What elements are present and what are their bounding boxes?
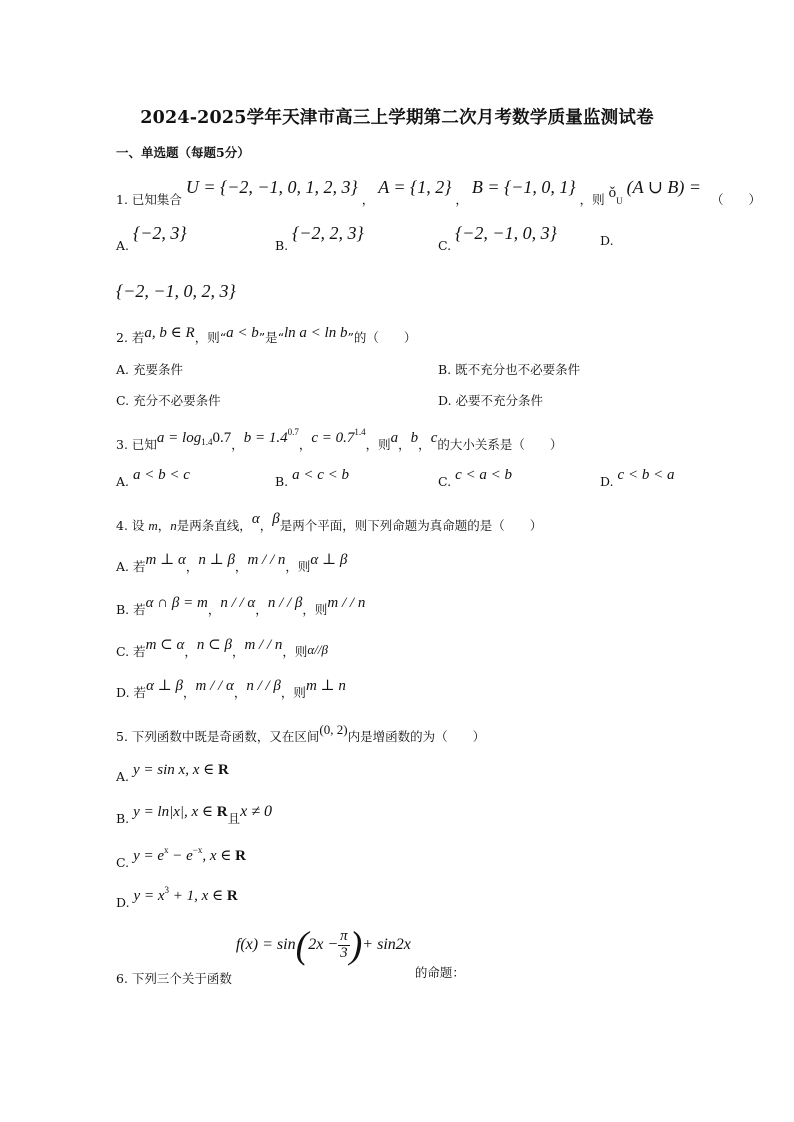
q5-interval: (0, 2)	[319, 722, 348, 737]
option-comma: ，	[280, 685, 294, 700]
q1-option-b	[275, 223, 364, 253]
q3-option-d	[600, 467, 675, 489]
q3-var-c: c	[430, 430, 438, 446]
option-condition-1: m ⊥ α	[145, 552, 186, 568]
option-label: B.	[438, 362, 452, 377]
q3-tail3: ，	[418, 437, 431, 452]
q1-set-a: A = {1, 2}	[378, 177, 452, 197]
q3-b-lhs: b = 1.4	[243, 430, 288, 446]
option-label: D.	[438, 393, 452, 408]
option-comma: ，	[255, 602, 268, 617]
option-comma: ，	[231, 644, 245, 659]
option-text-mid: − e	[168, 848, 193, 864]
option-conclusion: m / / n	[327, 595, 366, 611]
q4-var-m: m	[148, 518, 158, 533]
q4-comma2: ，	[259, 518, 273, 533]
option-pre: 若	[133, 602, 146, 617]
q3-log-base: 1.4	[201, 437, 213, 447]
q1-set-u: U = {−2, −1, 0, 1, 2, 3}	[185, 177, 358, 197]
q1-sep2: ，	[455, 192, 468, 207]
option-set: R	[216, 804, 228, 820]
q2-option-b	[438, 364, 580, 377]
q3-b-exponent: 0.7	[287, 427, 299, 437]
option-pre: 若	[133, 685, 147, 700]
q4-option-d	[116, 678, 346, 700]
option-label: D.	[600, 474, 614, 489]
q2-proposition-p: a < b	[226, 325, 259, 341]
q1-complement-subscript: U	[616, 196, 623, 206]
option-label: C.	[438, 474, 452, 489]
option-comma: ，	[282, 644, 295, 659]
option-text-post: , x ∈	[202, 848, 236, 864]
option-condition-2: n ⊥ β	[198, 552, 235, 568]
q4-option-a	[116, 552, 348, 574]
option-label: A.	[116, 238, 130, 253]
q1-option-c	[438, 223, 557, 253]
q6-right-paren: )	[349, 924, 363, 966]
q3-c-lhs: c = 0.7	[311, 430, 355, 446]
q5-stem-end: 内是增函数的为（ ）	[347, 729, 486, 744]
option-comma: ，	[184, 644, 197, 659]
option-text: y = sin x, x ∈	[133, 762, 218, 778]
option-text: c < a < b	[455, 467, 512, 483]
option-label: D.	[116, 895, 130, 910]
q6-left-paren: (	[295, 924, 309, 966]
q3-option-c	[438, 467, 512, 489]
q2-option-a	[116, 364, 183, 377]
option-then: 则	[294, 644, 308, 659]
option-label: A.	[116, 474, 130, 489]
q1-then: ，则	[579, 192, 605, 207]
option-text: {−2, 3}	[133, 223, 187, 243]
option-text-pre: y = x	[133, 888, 165, 904]
q3-option-b	[275, 467, 350, 489]
q1-option-d-text	[116, 282, 236, 300]
option-text: a < b < c	[133, 467, 190, 483]
q3-var-b: b	[410, 430, 419, 446]
q3-tail4: 的大小关系是（ ）	[437, 437, 563, 452]
q1-set-b: B = {−1, 0, 1}	[471, 177, 576, 197]
option-text	[133, 885, 227, 904]
q4-stem-end: 是两个平面，则下列命题为真命题的是（ ）	[279, 518, 543, 533]
option-condition-3: n / / β	[246, 678, 281, 694]
option-condition-3: m / / n	[244, 637, 283, 653]
option-comma: ，	[234, 559, 248, 574]
option-label: C.	[116, 393, 130, 408]
option-set: R	[235, 848, 246, 864]
question-1-stem	[116, 177, 761, 207]
option-condition-1: α ⊥ β	[146, 678, 184, 694]
option-condition-1: m ⊂ α	[145, 637, 185, 653]
q4-var-n: n	[170, 518, 177, 533]
q6-fraction-denominator: 3	[340, 944, 348, 961]
q4-option-b	[116, 595, 366, 617]
section-heading: 一、单选题（每题5分）	[116, 145, 250, 160]
q3-c-def	[311, 427, 366, 446]
q2-condition: a, b ∈ R	[144, 325, 195, 341]
option-comma: ，	[207, 602, 221, 617]
option-condition-2: m / / α	[195, 678, 234, 694]
q5-stem-pre: 5. 下列函数中既是奇函数，又在区间	[116, 729, 320, 744]
option-then: 则	[314, 602, 328, 617]
option-condition-2: n ⊂ β	[196, 637, 232, 653]
question-2-stem	[116, 325, 417, 345]
option-condition-3: n / / β	[267, 595, 303, 611]
option-exponent: 3	[164, 885, 169, 895]
option-text: y = ln|x|, x ∈	[133, 804, 217, 820]
option-comma: ，	[183, 685, 196, 700]
option-comma: ，	[185, 559, 199, 574]
option-then: 则	[293, 685, 306, 700]
q3-c-exponent: 1.4	[354, 427, 366, 437]
option-set: R	[217, 762, 229, 778]
q3-a-lhs: a = log	[156, 430, 202, 446]
q4-stem-pre: 4. 设	[116, 518, 145, 533]
q3-tail2: ，	[398, 437, 411, 452]
option-text: 充要条件	[133, 362, 184, 377]
q1-complement-symbol: ǒ	[608, 185, 617, 201]
q3-var-a: a	[390, 430, 399, 446]
q5-option-c	[116, 845, 246, 870]
q5-option-d	[116, 885, 238, 910]
option-conclusion: α//β	[307, 642, 328, 657]
option-text: 充分不必要条件	[133, 393, 221, 408]
q4-comma: ，	[157, 518, 171, 533]
option-text: a < c < b	[292, 467, 350, 483]
q3-a-def	[157, 430, 231, 446]
option-then: 则	[297, 559, 311, 574]
q6-suffix: 的命题：	[414, 964, 465, 980]
q4-stem-mid: 是两条直线，	[176, 518, 252, 533]
q6-fraction-numerator: π	[340, 927, 348, 944]
option-exponent-2: −x	[192, 845, 203, 855]
option-text: {−2, 2, 3}	[292, 223, 364, 243]
option-conclusion: α ⊥ β	[310, 552, 348, 568]
option-label: D.	[116, 685, 130, 700]
q5-option-a	[116, 762, 229, 784]
q4-alpha: α	[251, 511, 260, 527]
q6-fraction	[338, 929, 350, 962]
option-text: 必要不充分条件	[455, 393, 544, 408]
option-label: B.	[116, 602, 130, 617]
question-6-stem	[116, 924, 465, 986]
q5-option-b	[116, 803, 273, 826]
q6-inner-expression: 2x −	[308, 935, 339, 953]
q1-sep1: ，	[361, 192, 375, 207]
q2-mid2: ”是“	[258, 330, 284, 345]
option-pre: 若	[133, 644, 146, 659]
option-label: A.	[116, 559, 130, 574]
option-extra: 且	[227, 811, 241, 826]
option-extra-condition: x ≠ 0	[240, 803, 273, 820]
q6-function	[235, 924, 415, 966]
q3-b-def	[243, 427, 299, 446]
option-text	[133, 845, 236, 864]
q3-prefix: 3. 已知	[116, 437, 157, 452]
q2-prefix: 2. 若	[116, 330, 145, 345]
option-label: A.	[116, 362, 130, 377]
q1-option-d-label: D.	[600, 233, 614, 248]
option-comma: ，	[233, 685, 247, 700]
option-label: C.	[438, 238, 452, 253]
option-text: 既不充分也不必要条件	[455, 362, 581, 377]
q2-end: ”的（ ）	[347, 330, 417, 345]
option-set: R	[226, 888, 238, 904]
q4-option-c	[116, 637, 328, 659]
q6-prefix: 6. 下列三个关于函数	[116, 970, 232, 986]
q3-log-arg: 0.7	[212, 430, 232, 446]
q2-option-c	[116, 395, 221, 408]
q2-proposition-q: ln a < ln b	[283, 325, 348, 341]
q6-function-lhs: f(x) = sin	[235, 935, 296, 953]
q2-option-d	[438, 395, 543, 408]
option-label: B.	[116, 811, 130, 826]
page-title: 2024-2025学年天津市高三上学期第二次月考数学质量监测试卷	[140, 108, 654, 128]
option-text: c < b < a	[617, 467, 675, 483]
q2-mid1: ，则“	[194, 330, 227, 345]
q1-prefix: 1. 已知集合	[116, 192, 182, 207]
q3-comma2: ，	[298, 437, 312, 452]
option-text-pre: y = e	[133, 848, 165, 864]
option-text: {−2, −1, 0, 2, 3}	[116, 281, 236, 301]
q1-option-a	[116, 223, 187, 253]
option-text-post: + 1, x ∈	[168, 888, 227, 904]
option-condition-1: α ∩ β = m	[145, 595, 208, 611]
option-comma: ，	[285, 559, 298, 574]
option-exponent-1: x	[164, 845, 169, 855]
option-pre: 若	[133, 559, 146, 574]
q1-answer-blank: （ ）	[710, 192, 761, 207]
option-conclusion: m ⊥ n	[305, 678, 346, 694]
q1-expression: (A ∪ B) =	[626, 177, 701, 197]
q3-tail1: ，则	[365, 437, 391, 452]
option-label: C.	[116, 855, 130, 870]
option-comma: ，	[302, 602, 315, 617]
q3-option-a	[116, 467, 190, 489]
question-5-stem	[116, 722, 486, 744]
option-label: B.	[275, 474, 289, 489]
q6-tail-expression: + sin2x	[362, 935, 411, 953]
option-text: {−2, −1, 0, 3}	[455, 223, 557, 243]
option-label: B.	[275, 238, 289, 253]
option-label: A.	[116, 769, 130, 784]
option-condition-2: n / / α	[220, 595, 256, 611]
q3-comma1: ，	[231, 437, 244, 452]
q4-beta: β	[272, 511, 280, 527]
question-4-stem	[116, 511, 543, 533]
option-label: C.	[116, 644, 130, 659]
question-3-stem	[116, 427, 563, 452]
option-condition-3: m / / n	[247, 552, 286, 568]
